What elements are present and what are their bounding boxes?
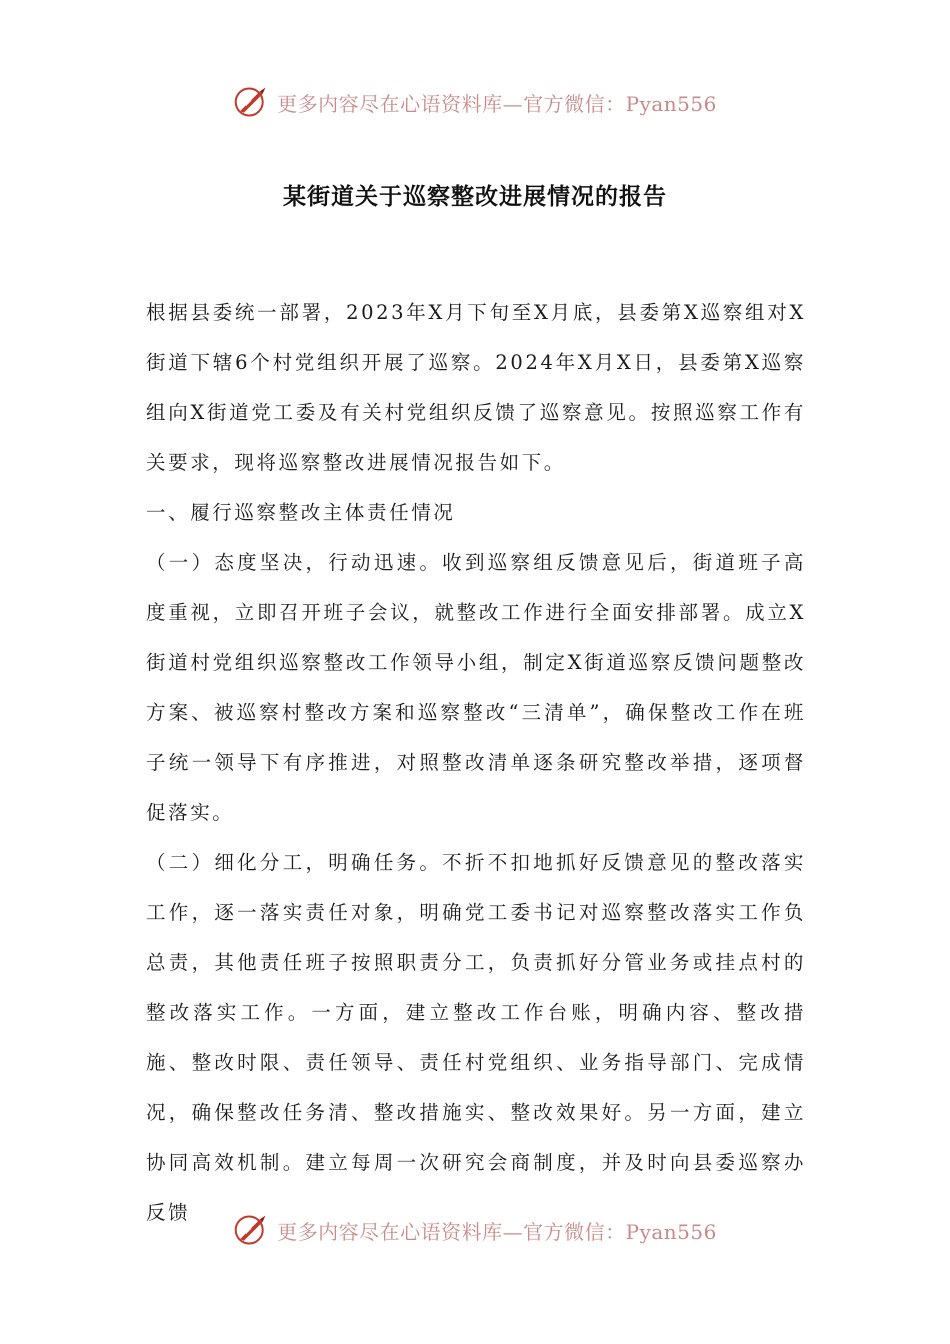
feather-pen-logo-icon xyxy=(233,84,269,120)
header-banner-text: 更多内容尽在心语资料库—官方微信：Pyan556 xyxy=(277,91,717,116)
feather-pen-logo-icon xyxy=(233,1212,269,1248)
paragraph-intro: 根据县委统一部署，2023年X月下旬至X月底，县委第X巡察组对X街道下辖6个村党组织开展了巡察。2024年X月X日，县委第X巡察组向X街道党工委及有关村党组织反馈了巡察意见。按照巡察工作有关要求，现将巡察整改进展情况报告如下。 xyxy=(146,301,806,474)
paragraph-subsection-2: （二）细化分工，明确任务。不折不扣地抓好反馈意见的整改落实工作，逐一落实责任对象，明确党工委书记对巡察整改落实工作负总责，其他责任班子按照职责分工，负责抓好分管业务或挂点村的整改落实工作。一方面，建立整改工作台账，明确内容、整改措施、整改时限、责任领导、责任村党组织、业务指导部门、完成情况，确保整改任务清、整改措施实、整改效果好。另一方面，建立协同高效机制。建立每周一次研究会商制度，并及时向县委巡察办反馈 xyxy=(146,851,806,1224)
footer-banner-text: 更多内容尽在心语资料库—官方微信：Pyan556 xyxy=(277,1219,717,1244)
paragraph-subsection-1: （一）态度坚决，行动迅速。收到巡察组反馈意见后，街道班子高度重视，立即召开班子会议，就整改工作进行全面安排部署。成立X街道村党组织巡察整改工作领导小组，制定X街道巡察反馈问题整改方案、被巡察村整改方案和巡察整改“三清单”，确保整改工作在班子统一领导下有序推进，对照整改清单逐条研究整改举措，逐项督促落实。 xyxy=(146,551,806,824)
document-body xyxy=(146,288,806,1238)
header-watermark-banner xyxy=(0,82,950,122)
document-title: 某街道关于巡察整改进展情况的报告 xyxy=(283,183,667,210)
footer-watermark-banner xyxy=(0,1210,950,1250)
section-heading-1: 一、履行巡察整改主体责任情况 xyxy=(146,501,456,524)
